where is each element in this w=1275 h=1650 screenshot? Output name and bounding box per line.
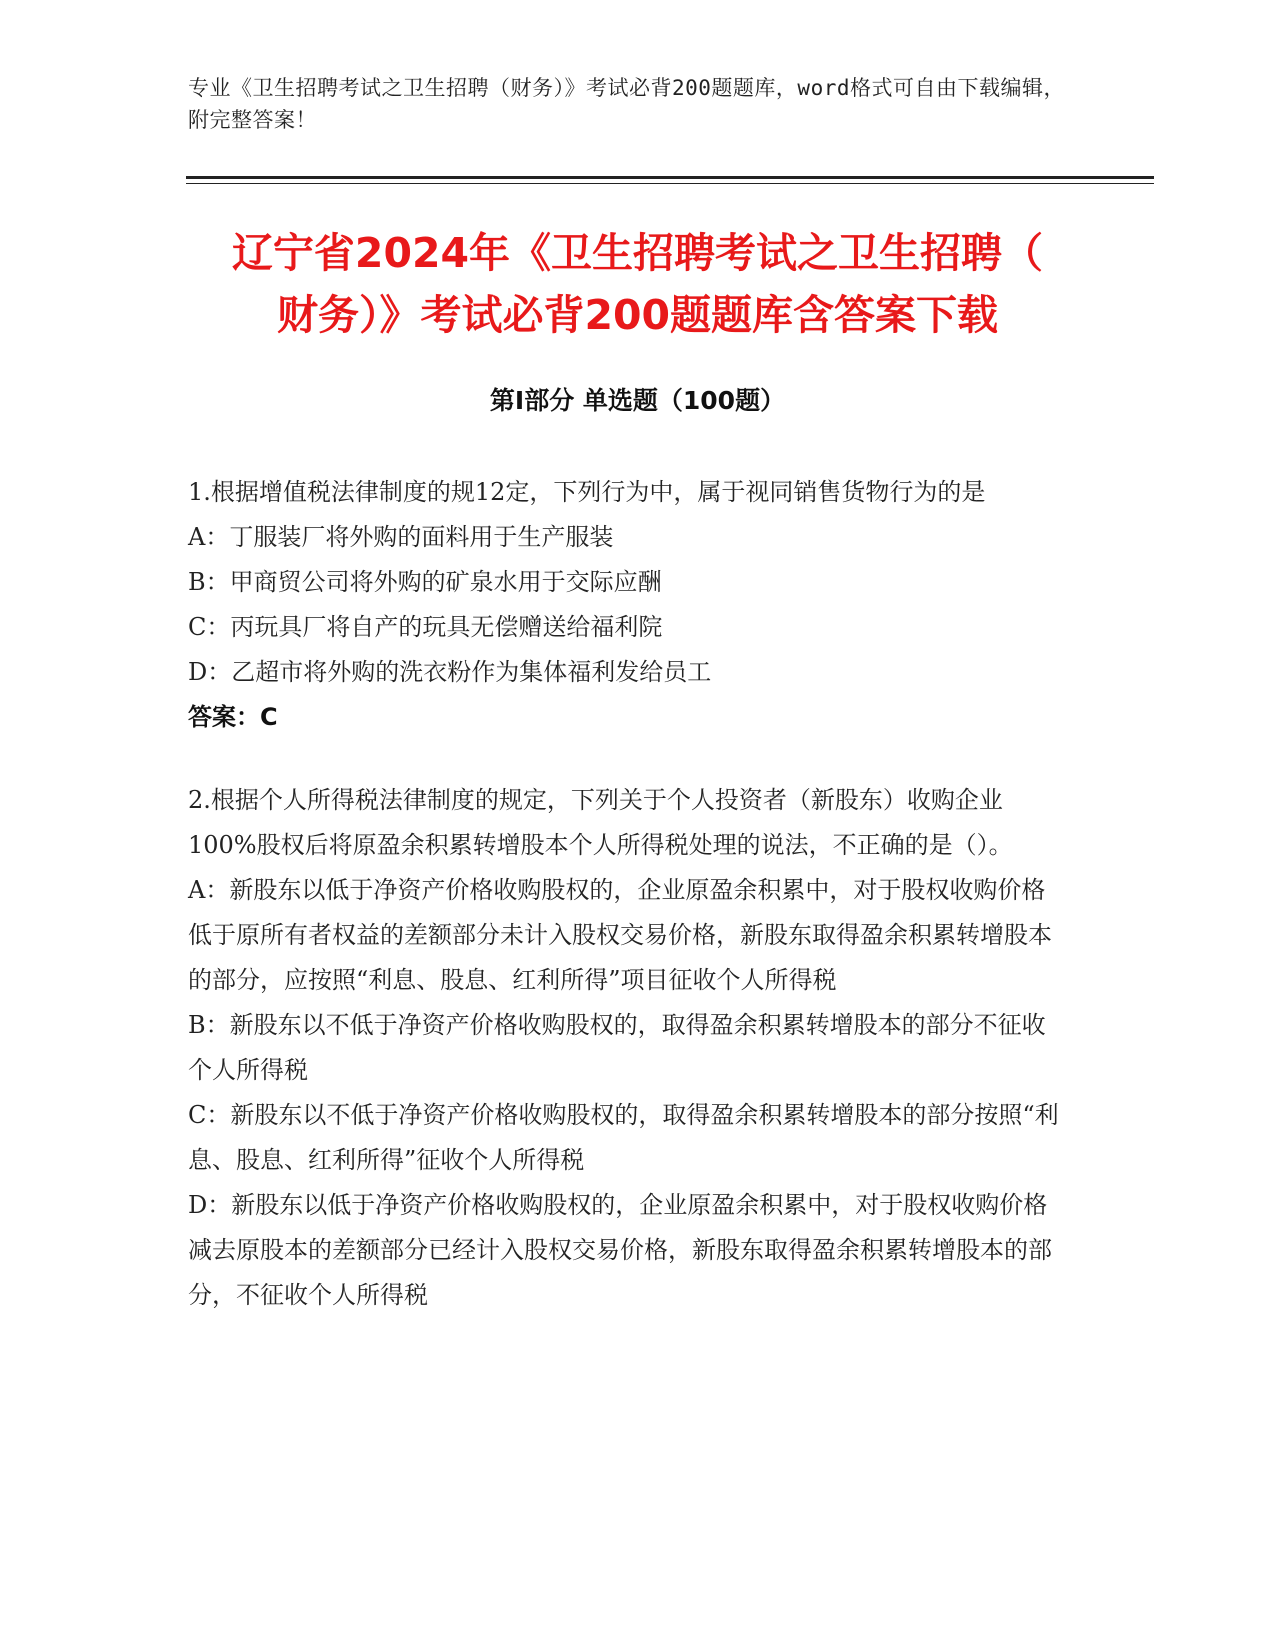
document-title-line-1: 辽宁省2024年《卫生招聘考试之卫生招聘（ (231, 229, 1044, 277)
option-b: B：甲商贸公司将外购的矿泉水用于交际应酬 (188, 568, 662, 596)
option-d: D：新股东以低于净资产价格收购股权的，企业原盈余积累中，对于股权收购价格减去原股本的差额部分已经计入股权交易价格，新股东取得盈余积累转增股本的部分，不征收个人所得税 (188, 1191, 1052, 1309)
option-a: A：新股东以低于净资产价格收购股权的，企业原盈余积累中，对于股权收购价格低于原所有者权益的差额部分未计入股权交易价格，新股东取得盈余积累转增股本的部分，应按照“利息、股息、红利所得”项目征收个人所得税 (188, 876, 1052, 994)
option-c: C：新股东以不低于净资产价格收购股权的，取得盈余积累转增股本的部分按照“利息、股息、红利所得”征收个人所得税 (188, 1101, 1059, 1174)
document-title (160, 222, 1115, 346)
header-note: 专业《卫生招聘考试之卫生招聘（财务）》考试必背200题题库，word格式可自由下载编辑，附完整答案！ (188, 76, 1065, 132)
answer: 答案：C (188, 703, 278, 731)
question-stem: 1.根据增值税法律制度的规12定，下列行为中，属于视同销售货物行为的是 (188, 478, 986, 506)
document-title-line-2: 财务）》考试必背200题题库含答案下载 (276, 291, 999, 339)
option-d: D：乙超市将外购的洗衣粉作为集体福利发给员工 (188, 658, 712, 686)
question-2 (188, 778, 1068, 1318)
question-1 (188, 470, 1068, 740)
option-c: C：丙玩具厂将自产的玩具无偿赠送给福利院 (188, 613, 663, 641)
option-a: A：丁服装厂将外购的面料用于生产服装 (188, 523, 614, 551)
header-rule-thin (186, 183, 1154, 184)
question-stem: 2.根据个人所得税法律制度的规定，下列关于个人投资者（新股东）收购企业100%股权后将原盈余积累转增股本个人所得税处理的说法，不正确的是（）。 (188, 786, 1013, 859)
section-title: 第Ⅰ部分 单选题（100题） (489, 386, 786, 415)
header-rule-thick (186, 176, 1154, 179)
question-list (188, 470, 1068, 1318)
option-b: B：新股东以不低于净资产价格收购股权的，取得盈余积累转增股本的部分不征收个人所得税 (188, 1011, 1046, 1084)
